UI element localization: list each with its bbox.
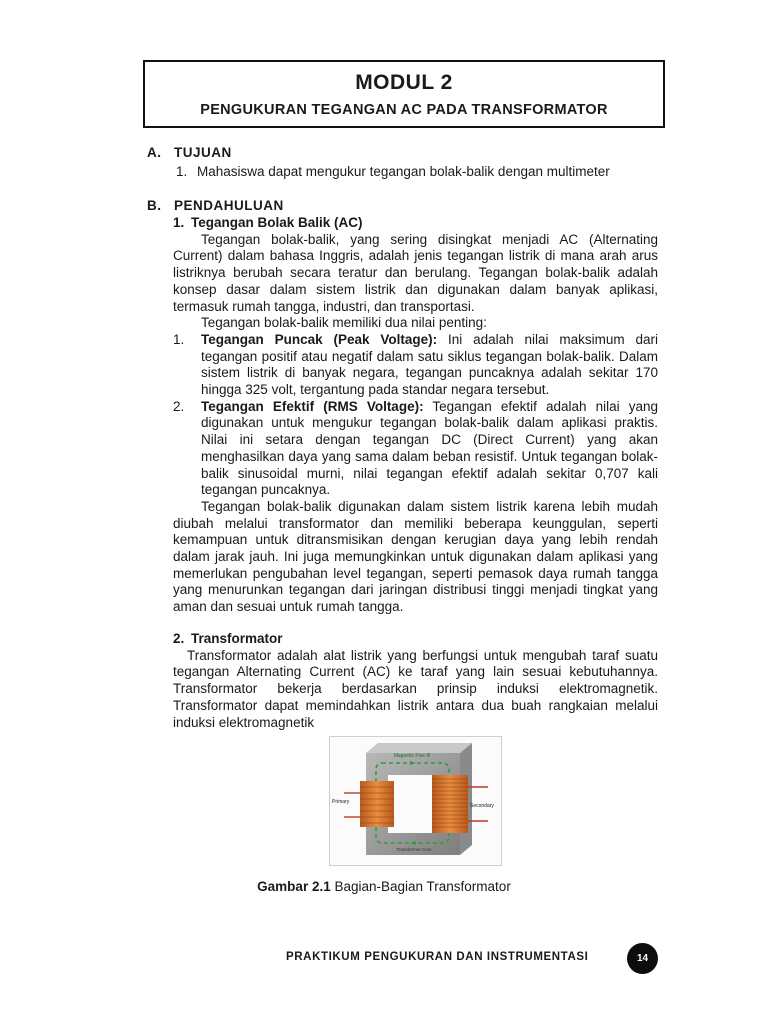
subheading-transformer-number: 2. xyxy=(173,631,185,646)
section-a-content xyxy=(173,164,658,181)
section-a-title: TUJUAN xyxy=(174,145,232,160)
rms-voltage-text: Tegangan efektif adalah nilai yang digunakan untuk mengukur tegangan bolak-balik dalam aplikasi praktis. Nilai ini setara dengan tegangan DC (Direct Current) yang akan menghasilkan daya yang sama dalam beban resistif. Untuk tegangan bolak-balik sinusoidal murni, nilai tegangan efektif adalah sekitar 0,707 kali tegangan puncaknya. xyxy=(201,398,658,498)
objective-item-text: Mahasiswa dapat mengukur tegangan bolak-balik dengan multimeter xyxy=(197,164,610,179)
list-item-number: 2. xyxy=(173,398,185,414)
subheading-ac-title: Tegangan Bolak Balik (AC) xyxy=(191,215,363,230)
subheading-transformer xyxy=(173,631,658,648)
page-number-badge: 14 xyxy=(627,943,658,974)
ac-paragraph-2: Tegangan bolak-balik memiliki dua nilai penting: xyxy=(201,315,487,331)
subheading-transformer-title: Transformator xyxy=(191,631,283,646)
section-b-part1 xyxy=(173,215,658,616)
section-b-heading xyxy=(147,198,284,213)
transformer-illustration xyxy=(330,737,501,865)
section-a-heading xyxy=(147,145,232,160)
module-title: MODUL 2 xyxy=(355,71,453,94)
primary-winding xyxy=(360,781,394,827)
figure-caption-text: Bagian-Bagian Transformator xyxy=(330,879,511,894)
page-footer: PRAKTIKUM PENGUKURAN DAN INSTRUMENTASI xyxy=(286,951,589,963)
objective-item xyxy=(173,164,658,181)
ac-paragraph-3: Tegangan bolak-balik digunakan dalam sistem listrik karena lebih mudah diubah melalui transformator dan memiliki beberapa keunggulan, seperti kemampuan untuk ditransmisikan dengan kerugian daya yang lebih rendah dalam jarak jauh. Ini juga memungkinkan untuk digunakan dalam aplikasi yang memerlukan pengubahan level tegangan, seperti pemasok daya rumah tangga yang menurunkan tegangan dari jaringan distribusi tinggi menjadi tingkat yang aman dan sesuai untuk rumah tangga. xyxy=(173,498,658,615)
section-b-letter: B. xyxy=(147,198,162,213)
rms-voltage-term: Tegangan Efektif (RMS Voltage): xyxy=(201,398,424,414)
figure-caption-label: Gambar 2.1 xyxy=(257,879,331,894)
peak-voltage-text: Ini adalah nilai maksimum dari tegangan positif atau negatif dalam satu siklus tegangan bolak-balik. Dalam sistem listrik di banyak negara, tegangan puncaknya adalah sekitar 170 hingga 325 volt, tergantung pada standar negara tersebut. xyxy=(201,331,658,398)
ac-paragraph-1: Tegangan bolak-balik, yang sering disingkat menjadi AC (Alternating Current) dalam bahasa Inggris, adalah jenis tegangan listrik di mana arah arus listriknya berubah secara teratur dan berulang. Tegangan bolak-balik adalah konsep dasar dalam sistem listrik dan digunakan dalam banyak aplikasi, termasuk rumah tangga, industri, dan transportasi. xyxy=(173,231,658,314)
section-b-part2 xyxy=(173,631,658,731)
list-item-peak-voltage xyxy=(173,332,658,399)
flux-label: Magnetic Flux Φ xyxy=(393,753,431,759)
subheading-ac-number: 1. xyxy=(173,215,185,230)
secondary-label: Secondary xyxy=(470,803,494,809)
secondary-winding xyxy=(432,775,468,833)
primary-label: Primary xyxy=(332,799,350,805)
list-item-number: 1. xyxy=(173,331,185,347)
subheading-ac xyxy=(173,215,658,232)
section-a-letter: A. xyxy=(147,145,162,160)
core-top-face xyxy=(366,743,472,753)
figure-caption xyxy=(0,879,768,894)
section-b-title: PENDAHULUAN xyxy=(174,198,284,213)
module-title-box xyxy=(143,60,665,128)
list-item-rms-voltage xyxy=(173,399,658,499)
core-label: Transformer Core xyxy=(396,847,432,852)
module-subtitle: PENGUKURAN TEGANGAN AC PADA TRANSFORMATOR xyxy=(200,102,608,118)
transformer-figure xyxy=(329,736,502,866)
objective-item-number: 1. xyxy=(176,164,188,179)
peak-voltage-term: Tegangan Puncak (Peak Voltage): xyxy=(201,331,438,347)
transformer-paragraph: Transformator adalah alat listrik yang berfungsi untuk mengubah taraf suatu tegangan Alternating Current (AC) ke taraf yang lain sesuai kebutuhannya. Transformator bekerja berdasarkan prinsip induksi elektromagnetik. Transformator dapat memindahkan listrik antara dua buah rangkaian melalui induksi elektromagnetik xyxy=(173,647,658,730)
